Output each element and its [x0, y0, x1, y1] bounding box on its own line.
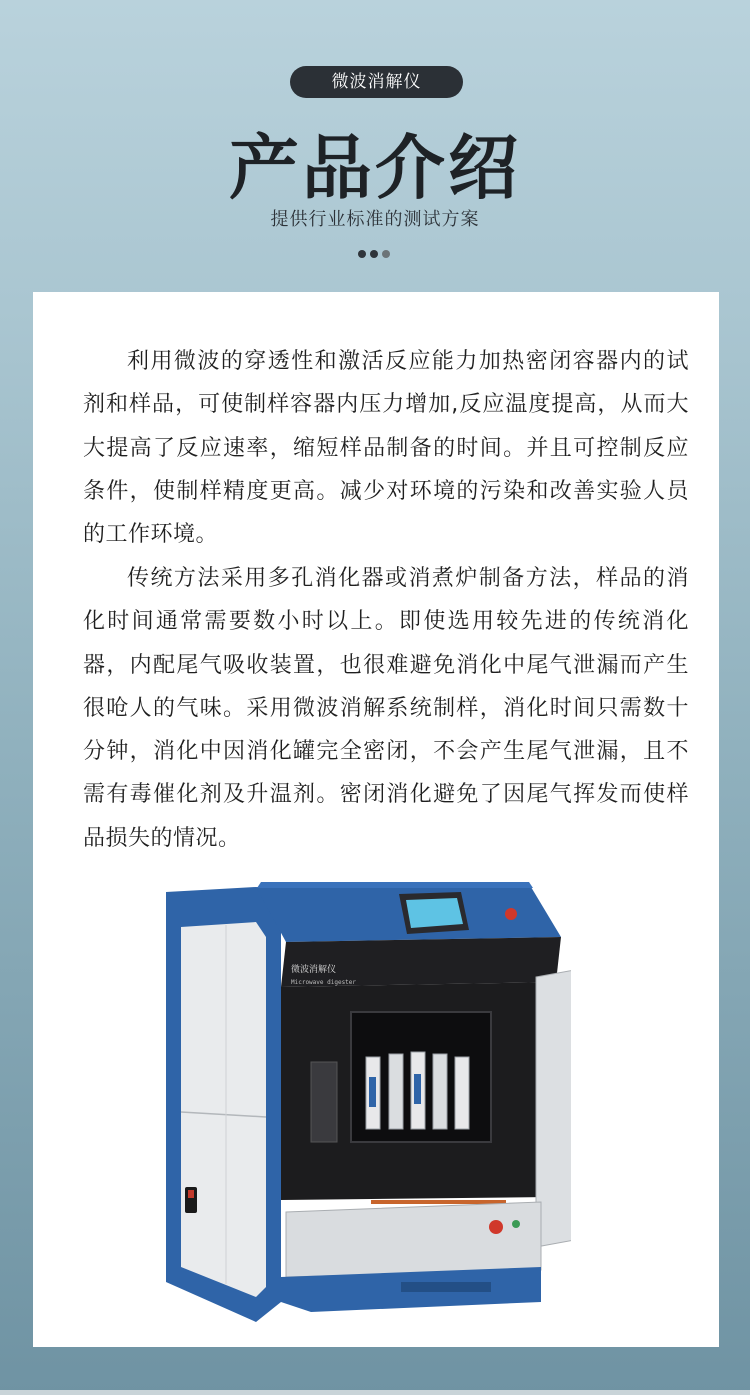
microwave-digester-image [161, 882, 571, 1322]
page-subtitle: 提供行业标准的测试方案 [270, 209, 480, 230]
dot-indicator [370, 250, 378, 258]
dot-indicator [358, 250, 366, 258]
device-label-cn: 微波消解仪 [291, 965, 337, 975]
intro-paragraph: 利用微波的穿透性和激活反应能力加热密闭容器内的试剂和样品，可使制样容器内压力增加,反应温度提高，从而大大提高了反应速率，缩短样品制备的时间。并且可控制反应条件，使制样精度更高。减少对环境的污染和改善实验人员的工作环境。 [83, 349, 689, 548]
comparison-paragraph: 传统方法采用多孔消化器或消煮炉制备方法，样品的消化时间通常需要数小时以上。即使选用较先进的传统消化器，内配尾气吸收装置，也很难避免消化中尾气泄漏而产生很呛人的气味。采用微波消解系统制样，消化时间只需数十分钟，消化中因消化罐完全密闭，不会产生尾气泄漏，且不需有毒催化剂及升温剂。密闭消化避免了因尾气挥发而使样品损失的情况。 [83, 566, 689, 851]
page-title: 产品介绍 [229, 127, 521, 209]
carousel-dots [358, 250, 390, 260]
content-card [33, 292, 719, 1347]
category-tag: 微波消解仪 [290, 66, 463, 98]
dot-indicator [382, 250, 390, 258]
device-label-en: Microwave digester [291, 979, 357, 986]
bottom-strip [0, 1390, 750, 1395]
